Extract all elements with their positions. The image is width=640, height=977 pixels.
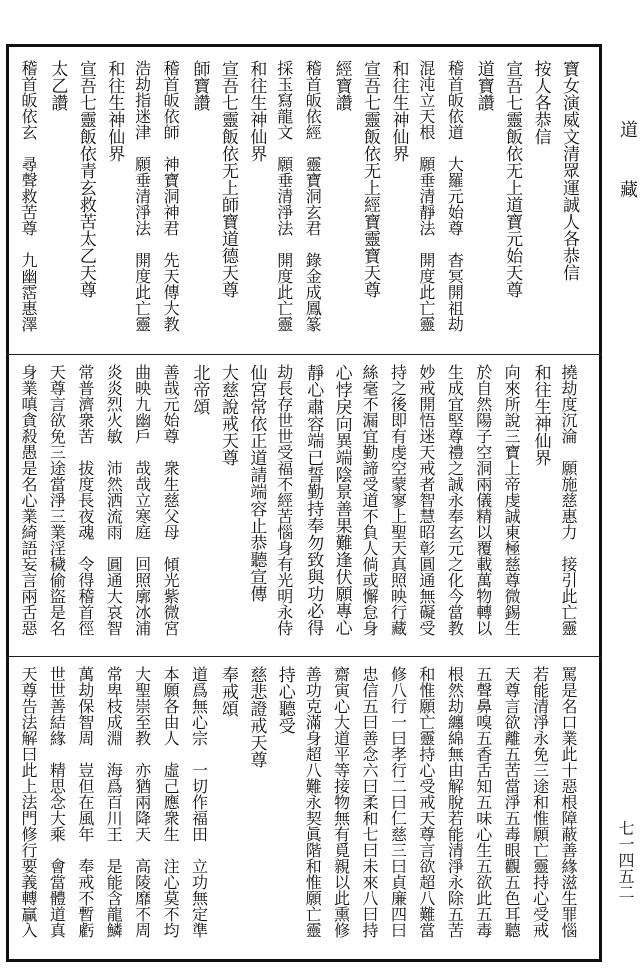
text-column: 宣吾七靈飯依无上道寶元始天尊 [502, 60, 523, 298]
text-column: 本願各由人 虛己應衆生 注心莫不均 [161, 666, 181, 938]
collection-mark-dao: 道 [617, 120, 638, 138]
text-column: 師寶讚 [189, 60, 210, 111]
text-column: 天尊言欲免三途當淨三業淫穢偷盜是名 [47, 364, 67, 636]
text-column: 身業嗔貪殺愚是名心業綺語妄言兩舌惡 [19, 364, 38, 636]
text-column: 和往生神仙界 [388, 60, 409, 162]
text-column: 大聖崇至教 亦猶兩降天 高陵靡不周 [132, 666, 152, 938]
panel-divider-2 [6, 656, 602, 657]
text-column: 寶女演威文清眾運誠人各恭信 [559, 60, 579, 281]
text-column: 道爲無心宗 一切作福田 立功無定準 [189, 666, 209, 938]
text-column: 撓劫度沉淪 願施慈惠力 接引此亡靈 [559, 364, 578, 636]
text-column: 天尊告法解曰此上法門修行要義轉贏入 [19, 666, 38, 938]
collection-mark-zang: 藏 [617, 180, 638, 198]
text-column: 善功克滿身超八難永契眞階和惟願亡靈 [303, 666, 323, 938]
text-column: 和往生神仙界 [104, 60, 125, 162]
text-column: 萬劫保智周 豈但在風年 奉戒不暫虧 [75, 666, 95, 938]
panel-divider-1 [6, 354, 602, 355]
text-column: 奉戒頌 [217, 666, 238, 717]
text-column: 靜心肅容端已誓勤持奉勿致與功必得 [303, 364, 324, 636]
text-column: 仙宮常依正道請端容止恭聽宣傳 [246, 364, 267, 602]
text-column: 北帝頌 [189, 364, 210, 415]
text-column: 心悖戾向異端陰景善果難逢伏願專心 [331, 364, 352, 636]
text-column: 和往生神仙界 [530, 364, 551, 466]
text-column: 五聲鼻嗅五香舌知五味心生五欲此五毒 [473, 666, 493, 938]
text-column: 和往生神仙界 [246, 60, 267, 162]
page-number: 七一四五二 [616, 820, 635, 900]
text-column: 大慈說戒天尊 [217, 364, 238, 466]
text-column: 太乙讚 [47, 60, 68, 111]
text-column: 修八行一曰孝行二曰仁慈三曰貞廉四曰 [388, 666, 408, 938]
text-column: 天尊言欲離五苦當淨五毒眼觀五色耳聽 [502, 666, 522, 938]
text-column: 根然劫纏綿無由解脫若能清淨永除五苦 [445, 666, 465, 938]
text-column: 曲映九幽戶 哉哉立寒庭 回照廓冰浦 [132, 364, 152, 636]
text-column: 稽首皈依玄 尋聲救苦尊 九幽霑惠澤 [19, 60, 38, 332]
text-column: 若能清淨永免三途和惟願亡靈持心受戒 [530, 666, 550, 938]
text-column: 稽首皈依經 靈寶洞玄君 錄金成鳳篆 [303, 60, 323, 332]
text-column: 於自然陽子空洞兩儀精以覆載萬物轉以 [473, 364, 493, 636]
text-column: 絲毫不漏宜勤諦受道不負人倘或懈怠身 [360, 364, 380, 636]
text-column: 宣吾七靈飯依青玄救苦太乙天尊 [75, 60, 96, 298]
text-column: 持之後即有虔空蒙寥上聖天真照映行藏 [388, 364, 408, 636]
text-column: 罵是名口業此十惡根障蔽善緣滋生罪惱 [559, 666, 578, 938]
text-column: 混沌立天根 願垂清靜法 開度此亡靈 [416, 60, 436, 332]
text-column: 炎炎烈火敏 沛然洒流雨 圓通大哀智 [104, 364, 124, 636]
text-column: 持心聽受 [274, 666, 295, 734]
text-column: 善哉元始尊 衆生慈父母 傾光紫微宮 [161, 364, 181, 636]
text-column: 稽首皈依師 神寶洞神君 先天傳大教 [161, 60, 181, 332]
text-column: 忠信五曰善念六曰柔和七曰未來八曰持 [360, 666, 380, 938]
text-column: 和惟願亡靈持心受戒天尊言欲超八難當 [416, 666, 436, 938]
text-column: 劫長存世世受福不經苦惱身有光明永侍 [274, 364, 294, 636]
text-column: 齋寅心大道平等接物無有覓親以此熏修 [331, 666, 351, 938]
text-column: 經寶讚 [331, 60, 352, 111]
text-column: 宣吾七靈飯依无上師寶道德天尊 [217, 60, 238, 298]
text-column: 生成宜堅尊禮之誠永奉玄元之化今當教 [445, 364, 465, 636]
text-column: 常卑枝成淵 海爲百川王 是能含龍鱗 [104, 666, 124, 938]
text-column: 妙戒開悟迷天戒者智慧昭彰圓通無礙受 [416, 364, 436, 636]
text-column: 稽首皈依道 大羅元始尊 杳冥開祖劫 [445, 60, 465, 332]
text-column: 採玉寫龍文 願垂清淨法 開度此亡靈 [274, 60, 294, 332]
text-column: 浩劫指迷津 願垂清淨法 開度此亡靈 [132, 60, 152, 332]
text-column: 慈悲證戒天尊 [246, 666, 267, 768]
text-column: 世世善結緣 精思念大乘 會當體道真 [47, 666, 67, 938]
text-column: 常普濟衆苦 拔度長夜魂 令得稽首徑 [75, 364, 95, 636]
text-column: 道寶讚 [473, 60, 494, 111]
text-column: 宣吾七靈飯依无上經寶靈寶天尊 [360, 60, 381, 298]
text-column: 按人各恭信 [530, 60, 551, 145]
text-column: 向來所說三寶上帝虔誠東極慈尊微錫生 [502, 364, 522, 636]
